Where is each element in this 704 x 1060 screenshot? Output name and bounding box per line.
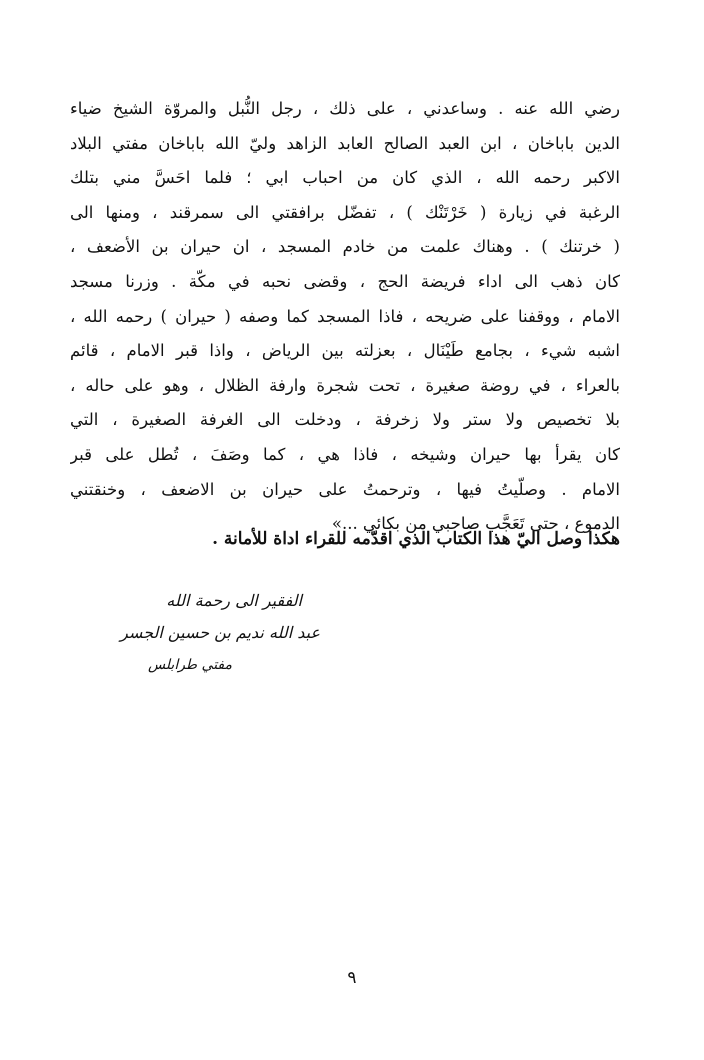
- text-line: الامام . وصلّيتُ فيها ، وترحمتُ على حيران بن الاضعف ، وخنقتني: [70, 479, 620, 499]
- text-line: كان ذهب الى اداء فريضة الحج ، وقضى نحبه في مكّة . وزرنا مسجد: [70, 271, 620, 291]
- text-line: رضي الله عنه . وساعدني ، على ذلك ، رجل النُّبل والمروّة الشيخ ضياء: [70, 99, 620, 118]
- signature-intro: الفقير الى رحمة الله: [166, 591, 302, 610]
- text-line: الامام ، ووقفنا على ضريحه ، فاذا المسجد كما وصفه ( حيران ) رحمه الله ،: [70, 306, 620, 326]
- text-line: كان يقرأ بها حيران وشيخه ، فاذا هي ، كما وصَفَ ، تُطل على قبر: [70, 444, 620, 464]
- signature-block: [90, 585, 320, 681]
- text-line: بلا تخصيص ولا ستر ولا زخرفة ، ودخلت الى الغرفة الصغيرة ، التي: [70, 410, 620, 430]
- page-number: ٩: [347, 968, 357, 988]
- signature-title: مفتي طرابلس: [147, 657, 232, 673]
- text-line: ( خرتنك ) . وهناك علمت من خادم المسجد ، ان حيران بن الأضعف ،: [70, 237, 620, 257]
- text-line: الدموع ، حتى تَعَجَّب صاحبي من بكائي ...»: [331, 514, 620, 534]
- text-line: الاكبر رحمه الله ، الذي كان من احباب ابي ؛ فلما احَسَّ مني بتلك: [70, 168, 620, 188]
- text-line: الرغبة في زيارة ( خَرْتَنْك ) ، تفضّل برافقتي الى سمرقند ، ومنها الى: [70, 202, 620, 222]
- text-line: بالعراء ، في روضة صغيرة ، تحت شجرة وارفة الظلال ، وهو على حاله ،: [70, 375, 620, 395]
- closing-statement: هكذا وصل اليّ هذا الكتاب الذي اقدّمه للقراء اداة للأمانة .: [212, 529, 620, 549]
- body-paragraph: [70, 92, 620, 542]
- text-line: اشبه شيء ، بجامع طَيْنَال ، بعزلته بين الرياض ، واذا قبر الامام ، قائم: [70, 341, 620, 361]
- text-line: الدين باباخان ، ابن العبد الصالح العابد الزاهد وليّ الله باباخان مفتي البلاد: [70, 133, 620, 153]
- signature-name: عبد الله نديم بن حسين الجسر: [120, 623, 320, 642]
